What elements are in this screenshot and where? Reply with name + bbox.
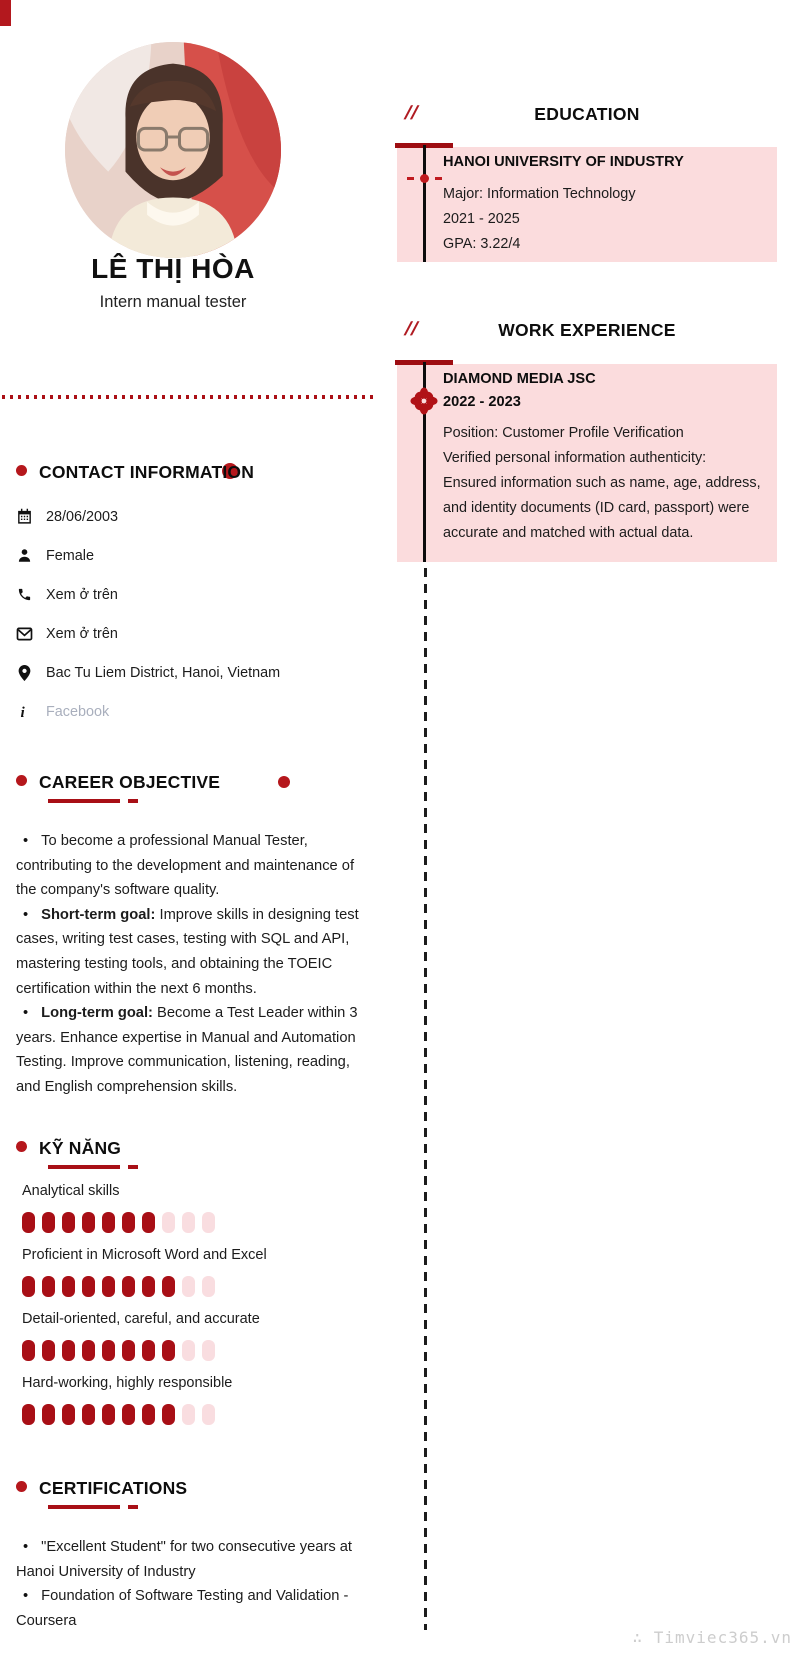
bullet-item: • To become a professional Manual Tester, contributing to the development and maintenance of the company's software quality. bbox=[16, 829, 368, 903]
calendar-icon bbox=[16, 508, 33, 525]
skill-rating bbox=[22, 1404, 368, 1425]
header-underline bbox=[48, 1505, 168, 1509]
rating-pill-empty bbox=[182, 1404, 195, 1425]
skills-list bbox=[16, 1183, 368, 1425]
rating-pill-filled bbox=[62, 1340, 75, 1361]
bullet-dot-icon bbox=[16, 775, 27, 786]
corner-accent bbox=[0, 0, 11, 26]
portrait-placeholder-image bbox=[65, 42, 281, 258]
red-dot-decoration bbox=[278, 776, 290, 788]
rating-pill-filled bbox=[122, 1340, 135, 1361]
rating-pill-filled bbox=[82, 1212, 95, 1233]
rating-pill-filled bbox=[102, 1212, 115, 1233]
education-header: // EDUCATION bbox=[403, 103, 640, 124]
certifications-section bbox=[16, 1478, 368, 1633]
bullet-item: • Long-term goal: Become a Test Leader within 3 years. Enhance expertise in Manual and Automation Testing. Improve communication, listening, reading, and English comprehension skills. bbox=[16, 1001, 368, 1099]
bullet-dot: • bbox=[23, 906, 29, 923]
skill-rating bbox=[22, 1212, 368, 1233]
timeline-dot-icon bbox=[397, 174, 449, 184]
education-detail-line: GPA: 3.22/4 bbox=[443, 236, 521, 252]
contact-value: 28/06/2003 bbox=[46, 508, 119, 525]
rating-pill-filled bbox=[22, 1212, 35, 1233]
rating-pill-filled bbox=[62, 1276, 75, 1297]
contact-value: Bac Tu Liem District, Hanoi, Vietnam bbox=[46, 664, 281, 681]
skill-item bbox=[22, 1311, 368, 1361]
company-name: DIAMOND MEDIA JSC bbox=[443, 371, 596, 387]
person-icon bbox=[16, 548, 33, 563]
rating-pill-empty bbox=[202, 1340, 215, 1361]
contact-section bbox=[16, 462, 368, 731]
skill-rating bbox=[22, 1340, 368, 1361]
rating-pill-empty bbox=[182, 1212, 195, 1233]
rating-pill-empty bbox=[162, 1212, 175, 1233]
rating-pill-filled bbox=[162, 1340, 175, 1361]
timeline-line bbox=[423, 145, 426, 262]
education-detail-line: 2021 - 2025 bbox=[443, 211, 520, 227]
rating-pill-empty bbox=[182, 1340, 195, 1361]
rating-pill-filled bbox=[142, 1212, 155, 1233]
bullet-item: • Foundation of Software Testing and Validation - Coursera bbox=[16, 1584, 368, 1633]
work-description-line: Verified personal information authenticity: Ensured information such as name, age, address, and identity documents (ID card, passport) were accurate and matched with actual data. bbox=[443, 450, 761, 541]
contact-header: CONTACT INFORMATION bbox=[16, 462, 368, 483]
skills-header: KỸ NĂNG bbox=[16, 1138, 368, 1159]
contact-value: Xem ở trên bbox=[46, 625, 118, 642]
profile-photo bbox=[65, 42, 281, 258]
rating-pill-filled bbox=[62, 1404, 75, 1425]
header-underline bbox=[48, 1165, 168, 1169]
rating-pill-filled bbox=[102, 1404, 115, 1425]
work-description bbox=[443, 421, 763, 546]
header-underline bbox=[48, 799, 168, 803]
rating-pill-filled bbox=[22, 1276, 35, 1297]
skill-label: Proficient in Microsoft Word and Excel bbox=[22, 1247, 267, 1263]
red-dotted-divider bbox=[2, 395, 376, 399]
skill-item bbox=[22, 1247, 368, 1297]
skill-label: Analytical skills bbox=[22, 1183, 120, 1199]
facebook-link[interactable]: Facebook bbox=[46, 703, 110, 720]
education-detail-line: Major: Information Technology bbox=[443, 186, 636, 202]
rating-pill-filled bbox=[42, 1340, 55, 1361]
contact-item bbox=[16, 575, 368, 614]
dashed-vertical-divider bbox=[424, 568, 427, 1630]
career-objective-section bbox=[16, 772, 368, 1100]
skill-rating bbox=[22, 1276, 368, 1297]
rating-pill-filled bbox=[102, 1340, 115, 1361]
rating-pill-empty bbox=[202, 1212, 215, 1233]
bullet-dot: • bbox=[23, 1539, 29, 1555]
career-objective-list bbox=[16, 829, 368, 1100]
rating-pill-filled bbox=[162, 1404, 175, 1425]
rating-pill-filled bbox=[122, 1404, 135, 1425]
bullet-dot: • bbox=[23, 1588, 29, 1605]
education-details bbox=[443, 182, 763, 257]
rating-pill-filled bbox=[142, 1340, 155, 1361]
career-objective-header: CAREER OBJECTIVE bbox=[16, 772, 368, 793]
info-icon bbox=[16, 704, 33, 720]
rating-pill-empty bbox=[182, 1276, 195, 1297]
rating-pill-filled bbox=[142, 1276, 155, 1297]
rating-pill-filled bbox=[42, 1212, 55, 1233]
skill-item bbox=[22, 1183, 368, 1233]
certifications-header: CERTIFICATIONS bbox=[16, 1478, 368, 1499]
rating-pill-filled bbox=[82, 1276, 95, 1297]
email-icon bbox=[16, 627, 33, 641]
skills-section bbox=[16, 1138, 368, 1437]
work-period: 2022 - 2023 bbox=[443, 394, 521, 410]
skill-label: Detail-oriented, careful, and accurate bbox=[22, 1311, 260, 1327]
bullet-dot: • bbox=[23, 1005, 29, 1022]
rating-pill-filled bbox=[122, 1276, 135, 1297]
rating-pill-filled bbox=[162, 1276, 175, 1297]
rating-pill-filled bbox=[122, 1212, 135, 1233]
rating-pill-filled bbox=[82, 1404, 95, 1425]
skill-label: Hard-working, highly responsible bbox=[22, 1375, 233, 1391]
rating-pill-filled bbox=[22, 1340, 35, 1361]
certifications-list bbox=[16, 1535, 368, 1633]
bullet-item: • Short-term goal: Improve skills in designing test cases, writing test cases, testing with SQL and API, mastering testing tools, and obtaining the TOEIC certification within the next 6 months. bbox=[16, 903, 368, 1001]
svg-text:i: i bbox=[20, 703, 25, 720]
rating-pill-filled bbox=[102, 1276, 115, 1297]
rating-pill-filled bbox=[42, 1404, 55, 1425]
education-card bbox=[397, 147, 777, 262]
rating-pill-filled bbox=[22, 1404, 35, 1425]
contact-item bbox=[16, 497, 368, 536]
phone-icon bbox=[16, 587, 33, 602]
site-watermark: ∴ Timviec365.vn bbox=[632, 1628, 792, 1647]
bullet-dot-icon bbox=[16, 465, 27, 476]
contact-value: Xem ở trên bbox=[46, 586, 118, 603]
bullet-dot-icon bbox=[16, 1481, 27, 1492]
contact-item bbox=[16, 653, 368, 692]
bullet-dot: • bbox=[23, 833, 29, 849]
work-description-line: Position: Customer Profile Verification bbox=[443, 425, 684, 441]
rating-pill-filled bbox=[82, 1340, 95, 1361]
rating-pill-filled bbox=[142, 1404, 155, 1425]
rating-pill-filled bbox=[62, 1212, 75, 1233]
rating-pill-empty bbox=[202, 1404, 215, 1425]
contact-value: Female bbox=[46, 547, 94, 564]
contact-list bbox=[16, 497, 368, 731]
double-slash-icon: // bbox=[403, 103, 420, 124]
work-experience-header: // WORK EXPERIENCE bbox=[403, 319, 676, 340]
location-icon bbox=[16, 665, 33, 681]
skill-item bbox=[22, 1375, 368, 1425]
double-slash-icon: // bbox=[403, 319, 420, 340]
school-name: HANOI UNIVERSITY OF INDUSTRY bbox=[443, 154, 684, 170]
contact-item bbox=[16, 614, 368, 653]
rating-pill-filled bbox=[42, 1276, 55, 1297]
work-experience-card bbox=[397, 364, 777, 562]
rating-pill-empty bbox=[202, 1276, 215, 1297]
flower-icon bbox=[409, 386, 439, 416]
contact-item[interactable] bbox=[16, 692, 368, 731]
candidate-name: LÊ THỊ HÒA bbox=[91, 253, 255, 284]
contact-item bbox=[16, 536, 368, 575]
candidate-title: Intern manual tester bbox=[99, 293, 247, 311]
bullet-item: • "Excellent Student" for two consecutive years at Hanoi University of Industry bbox=[16, 1535, 368, 1584]
bullet-dot-icon bbox=[16, 1141, 27, 1152]
